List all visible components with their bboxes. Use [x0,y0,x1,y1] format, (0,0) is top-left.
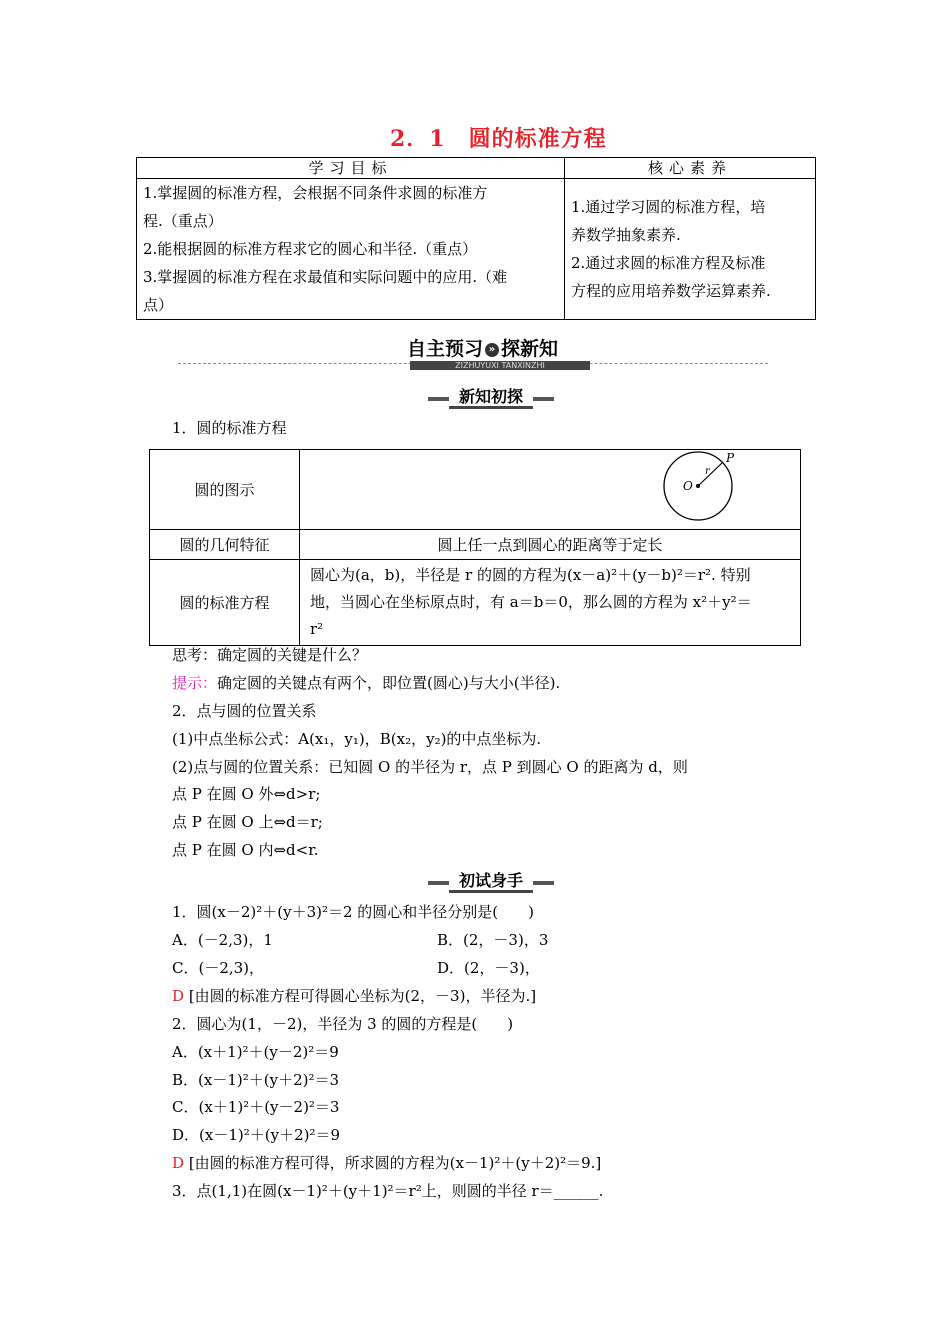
section-heading: 1．圆的标准方程 [172,419,287,437]
figure-cell [300,450,801,530]
goals-header-left: 学习目标 [137,158,565,179]
section-banner [407,334,585,362]
answer-text: [由圆的标准方程可得圆心坐标为(2，－3)，半径为.] [188,987,537,1005]
paragraph: 点 P 在圆 O 内⇔d<r. [172,841,319,859]
learning-goals-table [136,157,816,320]
banner-pinyin: ZIZHUYUXI TANXINZHI [410,361,590,370]
hint-line [172,673,560,693]
arrow-icon: » [485,343,499,357]
goals-right-cell [565,179,816,320]
row-label-geometry: 圆的几何特征 [150,530,300,560]
center-dot [696,484,700,488]
answer-line [172,986,536,1006]
answer-line [172,1153,601,1173]
row-label-figure: 圆的图示 [150,450,300,530]
tag-first-try [428,869,554,895]
circle-info-table [149,449,801,646]
think-question: 思考：确定圆的关键是什么？ [172,646,368,664]
tag-label: 初试身手 [449,871,533,893]
hint-text: 确定圆的关键点有两个，即位置(圆心)与大小(半径). [217,674,561,692]
banner-left: 自主预习 [407,338,484,360]
option-b: B．(x－1)²＋(y＋2)²＝3 [172,1071,340,1089]
section-heading: 2．点与圆的位置关系 [172,702,317,720]
answer-letter: D [172,987,185,1005]
question: 1．圆(x－2)²＋(y＋3)²＝2 的圆心和半径分别是( ) [172,903,535,921]
question: 2．圆心为(1，－2)，半径为 3 的圆的方程是( ) [172,1015,514,1033]
hint-label: 提示： [172,674,218,692]
geometry-value: 圆上任一点到圆心的距离等于定长 [300,530,801,560]
literacy-line: 养数学抽象素养. [571,226,681,244]
tag-label: 新知初探 [449,387,533,409]
circle-figure [656,450,776,530]
equation-line: 地，当圆心在坐标原点时，有 a＝b＝0，那么圆的方程为 x²＋y²＝ [310,593,752,611]
answer-letter: D [172,1154,185,1172]
label-O: O [683,479,693,493]
equation-value [300,560,801,646]
literacy-line: 方程的应用培养数学运算素养. [571,282,771,300]
label-P: P [726,451,735,465]
equation-line: 圆心为(a，b)，半径是 r 的圆的方程为(x－a)²＋(y－b)²＝r². 特别 [310,566,751,584]
goal-line: 点） [143,296,174,314]
row-label-equation: 圆的标准方程 [150,560,300,646]
banner-right: 探新知 [501,338,559,360]
option-d: D．(2，－3)， [437,959,540,977]
answer-text: [由圆的标准方程可得，所求圆的方程为(x－1)²＋(y＋2)²＝9.] [188,1154,602,1172]
literacy-line: 2.通过求圆的标准方程及标准 [571,254,766,272]
paragraph: (1)中点坐标公式：A(x₁，y₁)，B(x₂，y₂)的中点坐标为. [172,730,542,748]
option-a: A．(－2,3)，1 [172,931,273,949]
paragraph: (2)点与圆的位置关系：已知圆 O 的半径为 r，点 P 到圆心 O 的距离为 d，则 [172,758,688,776]
question: 3．点(1,1)在圆(x－1)²＋(y＋1)²＝r²上，则圆的半径 r＝______. [172,1182,604,1200]
goals-left-cell [137,179,565,320]
option-b: B．(2，－3)，3 [437,931,549,949]
goals-header-right: 核心素养 [565,158,816,179]
option-d: D．(x－1)²＋(y＋2)²＝9 [172,1126,341,1144]
paragraph: 点 P 在圆 O 上⇔d＝r; [172,813,323,831]
equation-line: r² [310,620,324,638]
option-a: A．(x＋1)²＋(y－2)²＝9 [172,1043,339,1061]
goal-line: 3.掌握圆的标准方程在求最值和实际问题中的应用.（难 [143,268,508,286]
paragraph: 点 P 在圆 O 外⇔d>r; [172,785,321,803]
option-c: C．(－2,3)， [172,959,265,977]
page-title: 2．1 圆的标准方程 [390,126,607,152]
goal-line: 1.掌握圆的标准方程，会根据不同条件求圆的标准方 [143,184,488,202]
radius-line [698,462,723,486]
option-c: C．(x＋1)²＋(y－2)²＝3 [172,1098,340,1116]
goal-line: 2.能根据圆的标准方程求它的圆心和半径.（重点） [143,240,478,258]
literacy-line: 1.通过学习圆的标准方程，培 [571,198,766,216]
label-r: r [705,466,710,477]
goal-line: 程.（重点） [143,212,223,230]
tag-new-knowledge [428,385,554,411]
